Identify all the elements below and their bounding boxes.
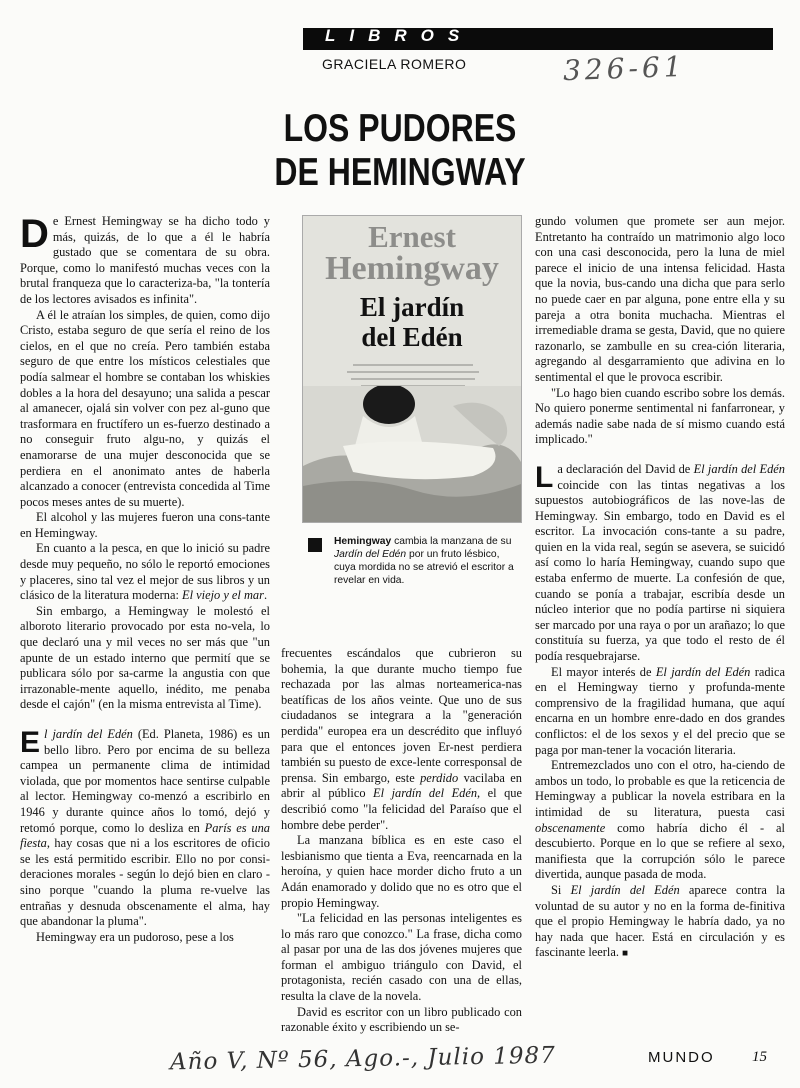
paragraph-text: como habría dicho él - al descubierto. Porque en lo que se refiere al sexo, manifiesta que la corrupción sólo le parece divertida, aunque pasada de moda. xyxy=(535,820,785,882)
end-of-article-mark: ■ xyxy=(622,948,629,960)
book-title-italic: El jardín del Edén xyxy=(570,882,680,897)
caption-text: por un fruto lésbico, cuya mordida no se atrevió el escritor a revelar en vida. xyxy=(334,549,514,586)
paragraph-text: a declaración del David de xyxy=(557,461,694,476)
handwritten-archive-code: 326-61 xyxy=(562,49,687,88)
book-title-italic: París es una fiesta xyxy=(20,820,270,851)
drop-cap: D xyxy=(20,212,49,256)
italic-word: obscenamente xyxy=(535,820,606,835)
paragraph xyxy=(535,883,785,962)
cover-illustration xyxy=(303,386,521,522)
drop-cap: E xyxy=(20,726,41,759)
book-title-italic: l jardín del Edén xyxy=(44,727,133,741)
text-column-1 xyxy=(20,214,270,945)
caption-italic: Jardín del Edén xyxy=(334,549,407,560)
paragraph xyxy=(535,665,785,759)
paragraph: gundo volumen que promete ser aun mejor. Entretanto ha contraído un matrimonio algo loco con una casi desconocida, pero la luna de miel parece el inicio de una intensa felicidad. Hasta que la novia, bus-cando una dicha que para serlo no puede caer en par alguna, pone entre ella y su pareja a otra bonita muchacha. Mientras el irremediable drama se gesta, David, que no quiere razonarlo, se zambulle en su crea-ción literaria, agregando al desgarramiento que adivina en lo sentimental el que le provoca escribir. xyxy=(535,214,785,384)
paragraph-text: , el que describió como "la felicidad del Paraíso que el hombre debe perder". xyxy=(281,786,522,832)
paragraph-text: frecuentes escándalos que cubrieron su bohemia, la que durante mucho tiempo fue rechazada por las almas norteamerica-nas beatíficas de los años veinte. Que uno de sus ciudadanos se integrara a la "generación perdida" europea era un descrédito que influyó para que el entonces joven Er-nest perdiera también su puesto de exce-lente corresponsal de prensa. Sin embargo, este xyxy=(281,646,522,785)
paragraph-text: En cuanto a la pesca, en que lo inició su padre desde muy pequeño, no sólo le reportó emociones y placeres, sino tal vez el mejor de sus libros y un clásico de la literatura moderna: xyxy=(20,541,270,603)
page-number: 15 xyxy=(752,1049,767,1065)
paragraph-text: e Ernest Hemingway se ha dicho todo y más, quizás, de lo que a él le habría gustado que se comentara de su obra. Porque, como lo manifestó muchas veces con la brutal franqueza que lo caracteriza-ba, "la tontería de los lectores avisados es infinita". xyxy=(20,214,270,306)
handwritten-issue-note: Año V, Nº 56, Ago.-, Julio 1987 xyxy=(169,1042,557,1076)
text-column-3 xyxy=(535,214,785,962)
cover-title-line-1: El jardín xyxy=(359,292,465,322)
paragraph-text: vacilaba en abrir al público xyxy=(281,770,522,801)
paragraph-text: Entremezclados uno con el otro, ha-ciendo de ambos un todo, lo probable es que la reticencia de Hemingway a publicar la novela estribara en la intimidad de su literatura, puesta casi xyxy=(535,758,785,819)
paragraph: La manzana bíblica es en este caso el lesbianismo que tienta a Eva, reencarnada en la heroína, y quien hace morder dicho fruto a un Adán enamorado y dolido que no es otro que el propio Hemingway. xyxy=(281,833,522,910)
text-column-2 xyxy=(281,646,522,1036)
paragraph: "La felicidad en las personas inteligentes es lo más raro que conozco." La frase, dicha como al pasar por una de las dos jóvenes mujeres que forman el ambiguo triángulo con David, el protagonista, recién casado con una de ellas, resulta la clave de la novela. xyxy=(281,911,522,1004)
article-title-line-1: LOS PUDORES xyxy=(283,107,517,150)
section-label: LIBROS xyxy=(325,26,474,45)
paragraph xyxy=(20,541,270,603)
paragraph: A él le atraían los simples, de quien, como dijo Cristo, estaba seguro de que sería el reino de los cielos, en el que no creía. Pero también estaba seguro de que entre los místicos celestiales que podía salmear el hombre se contaban los whiskies dobles a la hora del desayuno; una salida a pescar al amanecer, ojalá sin volver con pez al-guno que trasformara en fructífero un es-fuerzo destinado a no conseguir fruto algu-no, y quizás el enamorarse de una mujer desconocida que se perdiera en el anonimato antes de haberla alcanzado a conocer (entrevista concedida al Time pocos meses antes de su muerte). xyxy=(20,307,270,509)
book-title-italic: El jardín del Edén xyxy=(693,461,785,476)
book-title-italic: El viejo y el mar xyxy=(182,588,264,603)
drop-cap: L xyxy=(535,460,554,494)
paragraph-text: coincide con las tintas negativas a los supuestos autobiográficos de las nove-las de Hemingway. Sin embargo, todo en David es el escritor. La invocación cons-tante a su padre, quien en la vida real, según se asevera, se suicidó así como lo haría Hemingway, cuando supo que estaba enfermo de muerte. La confesión de que, cuando se ponía a trabajar, escribía desde un núcleo interior que no podía partirse ni siquiera ser marcado por una raya o por un arañazo; lo que constituía su fuerza, ya que todo el resto de él podía resquebrajarse. xyxy=(535,477,785,664)
paragraph-text: radica en el Hemingway tierno y profunda-mente comprensivo de la fragilidad humana, que aquí encarna en un hombre enre-dado en dos grandes conflictos: el de los sexos y el del precio que se paga por man-tener la vocación literaria. xyxy=(535,664,785,757)
paragraph: David es escritor con un libro publicado con razonable éxito y escribiendo un se- xyxy=(281,1004,522,1035)
paragraph xyxy=(20,727,270,930)
paragraph: Hemingway era un pudoroso, pese a los xyxy=(36,929,234,944)
author-byline: GRACIELA ROMERO xyxy=(322,56,467,72)
caption-marker xyxy=(308,538,322,552)
paragraph: El alcohol y las mujeres fueron una cons-tante en Hemingway. xyxy=(20,510,270,540)
image-caption xyxy=(334,535,524,587)
paragraph-text: aparece contra la voluntad de su autor y no en la forma de-finitiva que el propio Hemingway le habría dado, ya no hay nada que hacer. Está en circulación y es fascinante leerla. xyxy=(535,882,786,960)
paragraph xyxy=(535,462,785,665)
cover-author-first-name: Ernest xyxy=(368,219,456,254)
book-title-italic: El jardín del Edén xyxy=(373,786,478,801)
paragraph-text: (Ed. Planeta, 1986) es un bello libro. Pero por encima de su belleza campea un permanente clima de intimidad violada, que por momentos hace sentirse culpable al lector. Hemingway co-menzó a escribirlo en 1946 y durante quince años lo tomó, dejó y retomó porque, como lo desliza en xyxy=(20,727,270,835)
magazine-name: MUNDO xyxy=(648,1049,715,1066)
caption-bold: Hemingway xyxy=(334,536,392,547)
paragraph: Sin embargo, a Hemingway le molestó el alboroto literario provocado por esta no-vela, lo que declaró una y mil veces no ser más que "un apunte de un estado interno que permití que se publicara sólo por sa-carme la angustia con que irrazonable-mente aquello, inédito, me penaba desde el cajón" (en la misma entrevista al Time). xyxy=(20,603,270,712)
italic-word: perdido xyxy=(420,770,459,785)
paragraph-text: , hay cosas que ni a los escritores de oficio se les está permitido escribir. Ello no por consi-deraciones morales - según lo dejó bien en claro - sino porque "cuando la pluma re-vuelve las entrañas y desnuda obscenamente el alma, hay que abandonar la pluma". xyxy=(20,836,270,929)
paragraph xyxy=(281,646,522,833)
paragraph: "Lo hago bien cuando escribo sobre los demás. No quiero ponerme sentimental ni fanfarronear, y además nadie sabe nada de sí mismo cuando está implicado." xyxy=(535,385,785,447)
paragraph xyxy=(535,758,785,883)
article-title-line-2: DE HEMINGWAY xyxy=(274,151,526,194)
cover-title-line-2: del Edén xyxy=(361,322,463,352)
paragraph-text: . xyxy=(263,588,268,603)
paragraph-text: El mayor interés de xyxy=(551,664,656,679)
caption-text: cambia la manzana de su xyxy=(391,536,512,547)
book-title-italic: El jardín del Edén xyxy=(655,664,751,679)
paragraph-text: Si xyxy=(551,882,571,897)
book-cover-image xyxy=(302,215,522,523)
cover-author-last-name: Hemingway xyxy=(325,250,499,287)
paragraph xyxy=(20,214,270,308)
